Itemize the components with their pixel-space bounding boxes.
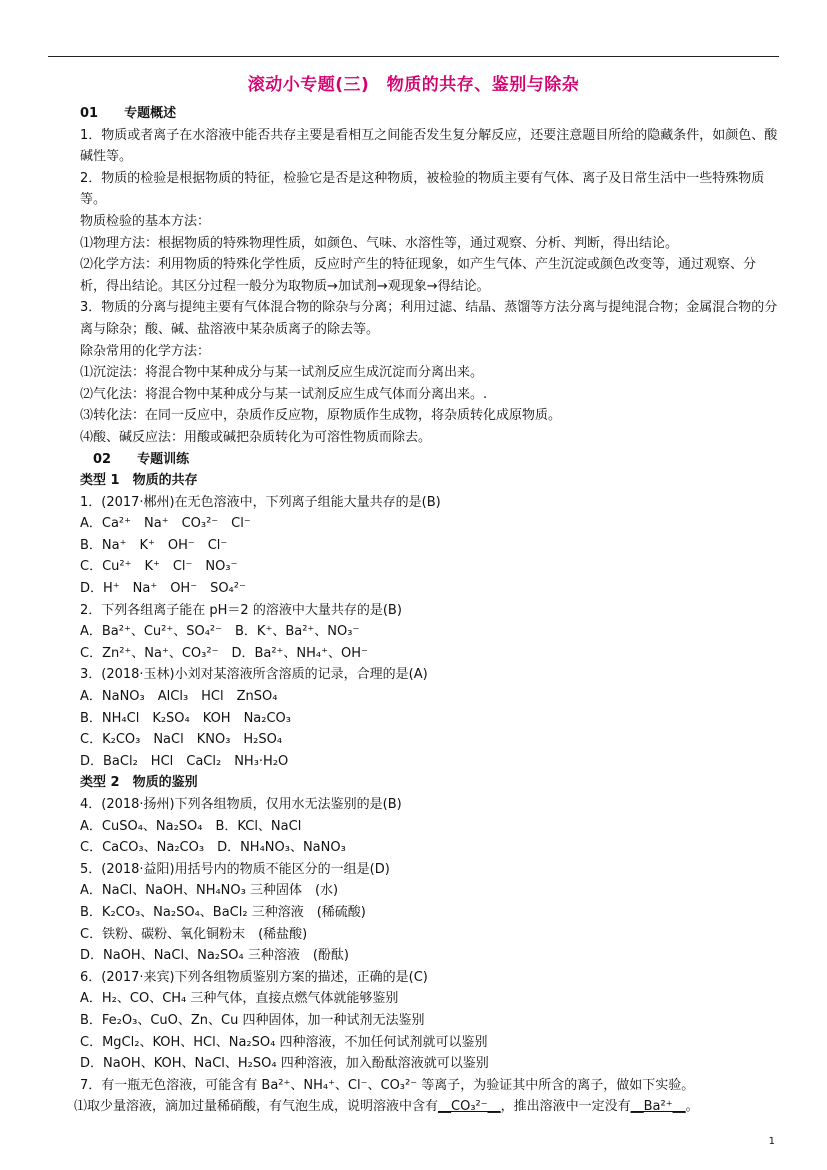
text-line: C．K₂CO₃ NaCl KNO₃ H₂SO₄ [80, 732, 283, 748]
text-line: A．Ba²⁺、Cu²⁺、SO₄²⁻ B．K⁺、Ba²⁺、NO₃⁻ [80, 624, 360, 640]
text-line: C．Zn²⁺、Na⁺、CO₃²⁻ D．Ba²⁺、NH₄⁺、OH⁻ [80, 645, 368, 661]
text-line: 5．(2018·益阳)用括号内的物质不能区分的一组是(D) [80, 861, 390, 877]
text-line: C．MgCl₂、KOH、HCl、Na₂SO₄ 四种溶液，不加任何试剂就可以鉴别 [80, 1034, 488, 1050]
text-line: 2．物质的检验是根据物质的特征，检验它是否是这种物质，被检验的物质主要有气体、离子及日常生活中一些特殊物质等。 [80, 170, 765, 208]
text-line: 1．物质或者离子在水溶液中能否共存主要是看相互之间能否发生复分解反应，还要注意题目所给的隐藏条件，如颜色、酸碱性等。 [80, 127, 778, 165]
text-line: D．BaCl₂ HCl CaCl₂ NH₃·H₂O [80, 753, 289, 769]
text-line: B．Fe₂O₃、CuO、Zn、Cu 四种固体，加一种试剂无法鉴别 [80, 1012, 425, 1028]
text-line: B．Na⁺ K⁺ OH⁻ Cl⁻ [80, 537, 228, 553]
answer-blank: __Ba²⁺__ [630, 1099, 686, 1115]
text-line: A．NaNO₃ AlCl₃ HCl ZnSO₄ [80, 689, 278, 705]
text-line: B．NH₄Cl K₂SO₄ KOH Na₂CO₃ [80, 710, 291, 726]
text-line: 类型 1 物质的共存 [80, 473, 198, 489]
text-line: B．K₂CO₃、Na₂SO₄、BaCl₂ 三种溶液 (稀硫酸) [80, 904, 366, 920]
text-line: 01 专题概述 [80, 106, 177, 121]
text-line: 02 专题训练 [80, 451, 190, 467]
text-line: 1．(2017·郴州)在无色溶液中，下列离子组能大量共存的是(B) [80, 494, 441, 510]
text-line: C．铁粉、碳粉、氧化铜粉末 (稀盐酸) [80, 926, 308, 942]
text-line: 3．(2018·玉林)小刘对某溶液所含溶质的记录，合理的是(A) [80, 667, 428, 683]
text-line: 除杂常用的化学方法： [80, 343, 211, 359]
text-line: C．Cu²⁺ K⁺ Cl⁻ NO₃⁻ [80, 559, 238, 575]
text-line: ⑴沉淀法：将混合物中某种成分与某一试剂反应生成沉淀而分离出来。 [80, 365, 484, 381]
page-title: 滚动小专题(三) 物质的共存、鉴别与除杂 [247, 75, 580, 95]
text-line: 4．(2018·扬州)下列各组物质，仅用水无法鉴别的是(B) [80, 797, 402, 812]
text-line: 7．有一瓶无色溶液，可能含有 Ba²⁺、NH₄⁺、Cl⁻、CO₃²⁻ 等离子，为验证其中所含的离子，做如下实验。 [80, 1077, 695, 1093]
sentence-part: ⑴取少量溶液，滴加过量稀硝酸，有气泡生成，说明溶液中含有 [74, 1099, 439, 1115]
sentence-part: ，推出溶液中一定没有 [500, 1099, 631, 1115]
header-rule [48, 56, 779, 57]
text-line: ⑴物理方法：根据物质的特殊物理性质，如颜色、气味、水溶性等，通过观察、分析、判断，得出结论。 [80, 235, 679, 251]
text-line: A．CuSO₄、Na₂SO₄ B．KCl、NaCl [80, 818, 302, 834]
text-line: A．Ca²⁺ Na⁺ CO₃²⁻ Cl⁻ [80, 516, 251, 532]
sentence-part: 。 [685, 1099, 699, 1115]
text-line: A．H₂、CO、CH₄ 三种气体，直接点燃气体就能够鉴别 [80, 991, 399, 1007]
text-line: ⑷酸、碱反应法：用酸或碱把杂质转化为可溶性物质而除去。 [80, 429, 432, 445]
text-line: 2．下列各组离子能在 pH＝2 的溶液中大量共存的是(B) [80, 602, 402, 618]
text-line: C．CaCO₃、Na₂CO₃ D．NH₄NO₃、NaNO₃ [80, 840, 346, 856]
text-line: ⑵气化法：将混合物中某种成分与某一试剂反应生成气体而分离出来。. [80, 386, 488, 402]
text-line: A．NaCl、NaOH、NH₄NO₃ 三种固体 (水) [80, 883, 339, 899]
text-line: ⑵化学方法：利用物质的特殊化学性质，反应时产生的特征现象，如产生气体、产生沉淀或颜色改变等，通过观察、分析，得出结论。其区分过程一般分为取物质→加试剂→观现象→得结论。 [80, 257, 757, 294]
document-body [48, 103, 779, 1118]
answer-blank: __CO₃²⁻__ [438, 1099, 501, 1115]
text-line: D．NaOH、NaCl、Na₂SO₄ 三种溶液 (酚酞) [80, 948, 349, 964]
text-line: 类型 2 物质的鉴别 [80, 775, 198, 791]
page-number: 1 [768, 1136, 775, 1147]
question-7-part-1 [48, 1096, 779, 1118]
text-line: 3．物质的分离与提纯主要有气体混合物的除杂与分离；利用过滤、结晶、蒸馏等方法分离与提纯混合物；金属混合物的分离与除杂；酸、碱、盐溶液中某杂质离子的除去等。 [80, 300, 778, 337]
text-line: 6．(2017·来宾)下列各组物质鉴别方案的描述，正确的是(C) [80, 969, 428, 985]
text-line: D．NaOH、KOH、NaCl、H₂SO₄ 四种溶液，加入酚酞溶液就可以鉴别 [80, 1056, 489, 1072]
text-line: ⑶转化法：在同一反应中，杂质作反应物，原物质作生成物，将杂质转化成原物质。 [80, 408, 562, 424]
text-line: 物质检验的基本方法： [80, 213, 211, 229]
text-line: D．H⁺ Na⁺ OH⁻ SO₄²⁻ [80, 581, 246, 597]
